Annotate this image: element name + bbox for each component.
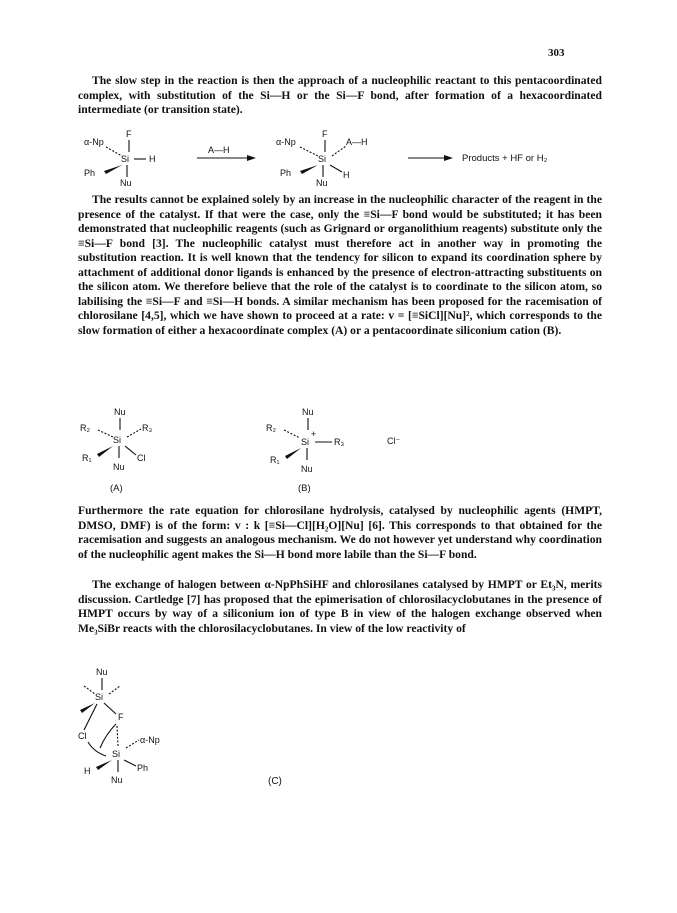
scheme2-b-plus: +: [311, 429, 317, 439]
scheme2-a-r1: R₁: [82, 453, 92, 463]
scheme3-np: α-Np: [140, 735, 160, 745]
scheme3-ph: Ph: [137, 763, 149, 773]
scheme3-si-bottom: Si: [112, 749, 121, 759]
scheme1-left-ph: Ph: [84, 168, 96, 178]
scheme1-mid-nu: Nu: [316, 178, 328, 188]
scheme2-b-counterion: Cl⁻: [387, 436, 401, 446]
scheme1-mid-ph: Ph: [280, 168, 292, 178]
scheme2-label-b: (B): [298, 483, 311, 494]
scheme2-a-nu-bottom: Nu: [113, 462, 125, 472]
paragraph-slow-step: The slow step in the reaction is then the approach of a nucleophilic reactant to this pentacoordinated complex, with substitution of the Si—H or the Si—F bond, after formation of a hexacoordinated intermediate (or transition state).: [78, 74, 602, 116]
scheme2-b-nu-bottom: Nu: [301, 464, 313, 474]
paragraph-halogen-exchange: The exchange of halogen between α-NpPhSiHF and chlorosilanes catalysed by HMPT or Et₃N, merits discussion. Cartledge [7] has proposed that the epimerisation of chlorosilacyclobutanes in the presence of HMPT occurs by way of a siliconium ion of type B in view of the halogen exchange observed when Me₃SiBr reacts with the chlorosilacyclobutanes. In view of the low reactivity of: [78, 578, 602, 635]
scheme1-left-np: α-Np: [84, 137, 104, 147]
scheme1-mid-f: F: [322, 129, 328, 139]
scheme2-label-a: (A): [110, 483, 123, 494]
scheme2-a-r2: R₂: [80, 423, 90, 433]
scheme3-nu-bottom: Nu: [111, 775, 123, 785]
scheme1-mid-si: Si: [318, 154, 327, 164]
scheme3-si-top: Si: [95, 692, 104, 702]
scheme3-label: (C): [268, 776, 282, 787]
scheme2-b-nu-top: Nu: [302, 407, 314, 417]
scheme2-a-si: Si: [113, 435, 122, 445]
scheme1-products: Products + HF or H₂: [462, 153, 548, 164]
scheme1-mid-np: α-Np: [276, 137, 296, 147]
reaction-scheme-1: [70, 128, 610, 190]
reaction-scheme-2: [70, 405, 470, 497]
scheme1-left-h: H: [149, 154, 156, 164]
paragraph-catalyst-role: The results cannot be explained solely by an increase in the nucleophilic character of the reagent in the presence of the catalyst. If that were the case, only the ≡Si—F bond would be substituted; it has been demonstrated that nucleophilic reagents (such as Grignard or organolithium reagents) substitute only the ≡Si—F bond [3]. The nucleophilic catalyst must therefore act in another way in promoting the substitution reaction. It is well known that the tendency for silicon to expand its coordination sphere by attachment of additional donor ligands is enhanced by the presence of electron-attracting substituents on the silicon atom. We therefore believe that the role of the catalyst is to coordinate to the silicon atom, so labilising the ≡Si—F and ≡Si—H bonds. A similar mechanism has been proposed for the racemisation of chlorosilane [4,5], which we have shown to proceed at a rate: v = [≡SiCl][Nu]², which corresponds to the slow formation of either a hexacoordinate complex (A) or a pentacoordinate siliconium cation (B).: [78, 193, 602, 337]
scheme2-b-r1: R₁: [270, 455, 280, 465]
scheme3-h: H: [84, 766, 91, 776]
scheme2-a-cl: Cl: [137, 453, 146, 463]
scheme2-a-nu-top: Nu: [114, 407, 126, 417]
scheme1-left-si: Si: [121, 154, 130, 164]
scheme3-cl: Cl: [78, 731, 87, 741]
scheme3-nu-top: Nu: [96, 667, 108, 677]
scheme2-b-r3: R₃: [334, 437, 345, 447]
scheme2-b-r2: R₂: [266, 423, 276, 433]
scheme2-b-si: Si: [301, 437, 310, 447]
reaction-scheme-3: [70, 666, 270, 866]
scheme1-left-f: F: [126, 129, 132, 139]
scheme1-mid-h: H: [343, 170, 350, 180]
scheme3-f: F: [118, 712, 124, 722]
page-number: 303: [548, 47, 565, 59]
scheme1-reagent: A—H: [208, 145, 230, 155]
scheme1-left-nu: Nu: [120, 178, 132, 188]
paragraph-hydrolysis: Furthermore the rate equation for chlorosilane hydrolysis, catalysed by nucleophilic agents (HMPT, DMSO, DMF) is of the form: v : k [≡Si—Cl][H₂O][Nu] [6]. This corresponds to that obtained for the racemisation and suggests an analogous mechanism. We do not however yet understand why coordination of the nucleophilic agent makes the Si—H bond more labile than the Si—F bond.: [78, 504, 602, 561]
scheme2-a-r3: R₃: [142, 423, 153, 433]
scheme1-mid-ah: A—H: [346, 137, 368, 147]
